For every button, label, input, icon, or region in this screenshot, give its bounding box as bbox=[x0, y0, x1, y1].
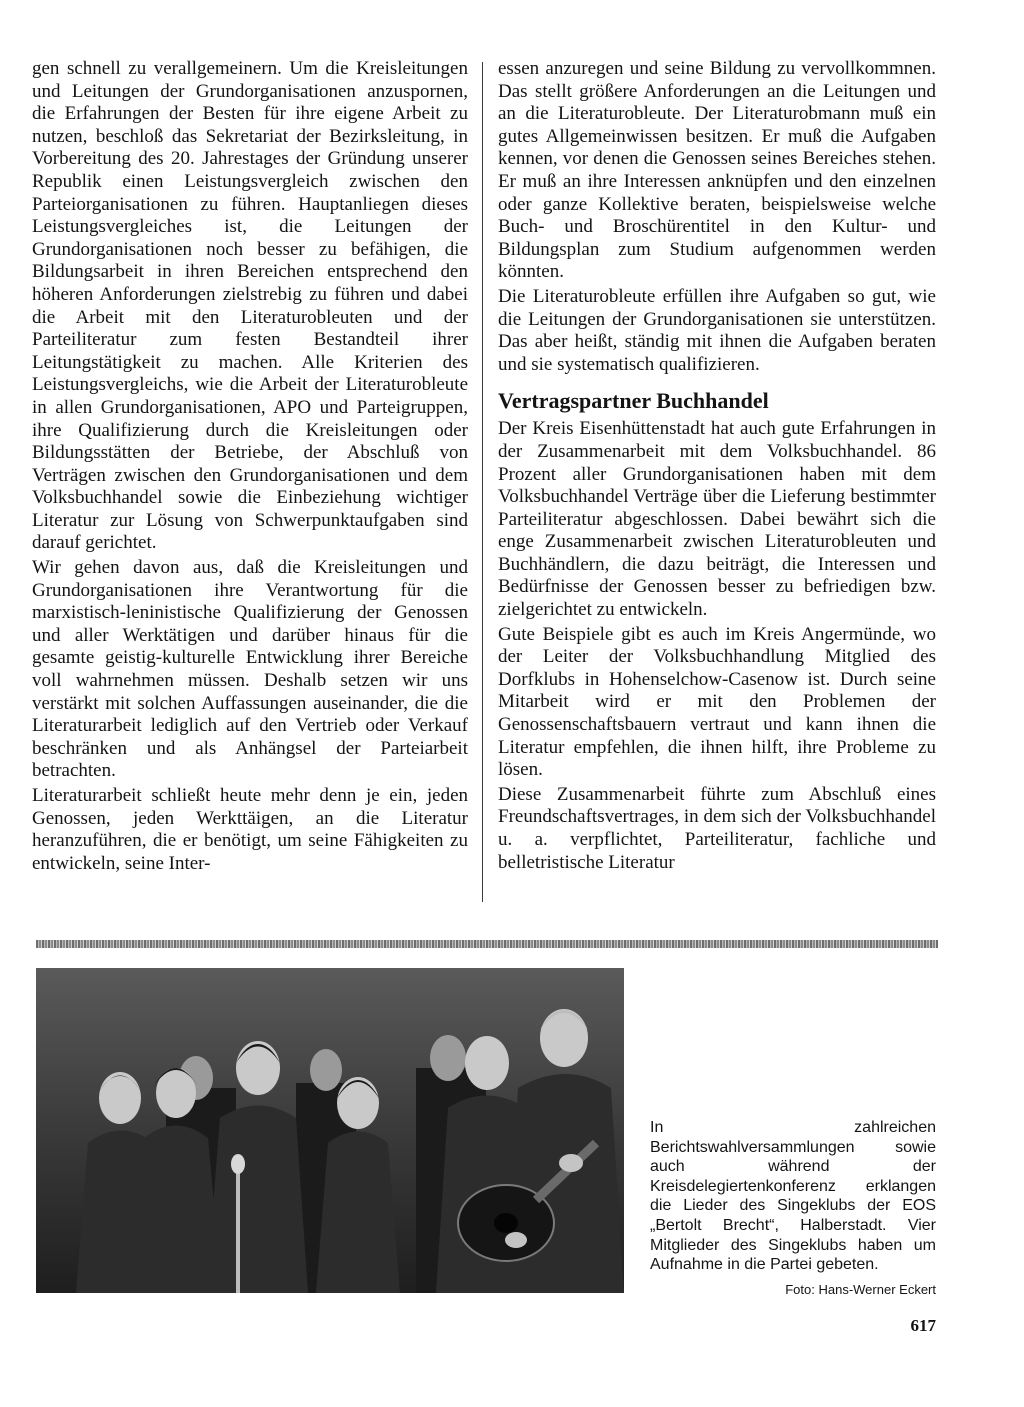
section-divider bbox=[36, 940, 938, 948]
paragraph: gen schnell zu verallgemeinern. Um die Kreisleitungen und Leitungen der Grundorganisationen anzuspornen, die Erfahrungen der Besten für ihre eigene Arbeit zu nutzen, beschloß das Sekretariat der Bezirksleitung, in Vorbereitung des 20. Jahrestages der Gründung unserer Republik einen Leistungsvergleich zwischen den Parteiorganisationen zu führen. Hauptanliegen dieses Leistungsvergleiches ist, die Leitungen der Grundorganisationen noch besser zu befähigen, die Bildungsarbeit in ihren Bereichen entsprechend den höheren Anforderungen zielstrebig zu führen und dabei die Arbeit mit den Literaturobleuten und der Parteiliteratur zum festen Bestandteil ihrer Leitungstätigkeit zu machen. Alle Kriterien des Leistungsvergleichs, wie die Arbeit der Literaturobleute in allen Grundorganisationen, APO und Parteigruppen, ihre Qualifizierung durch die Kreisleitungen oder Bildungsstätten der Betriebe, der Abschluß von Verträgen zwischen den Grundorganisationen und dem Volksbuchhandel sowie die Einbeziehung wichtiger Literatur zur Lösung von Schwerpunktaufgaben sind darauf gerichtet. bbox=[32, 58, 468, 554]
section-heading: Vertragspartner Buchhandel bbox=[498, 388, 769, 414]
column-divider bbox=[482, 62, 483, 902]
paragraph: Die Literaturobleute erfüllen ihre Aufgaben so gut, wie die Leitungen der Grundorganisationen sie unterstützen. Das aber heißt, ständig mit ihnen die Aufgaben beraten und sie systematisch qualifizieren. bbox=[498, 285, 936, 375]
photo-illustration bbox=[36, 968, 624, 1293]
paragraph: Gute Beispiele gibt es auch im Kreis Angermünde, wo der Leiter der Volksbuchhandlung Mitglied des Dorfklubs in Hohenselchow-Casenow ist. Durch seine Mitarbeit wird er mit den Problemen der Genossenschaftsbauern vertraut und kann ihnen die Literatur empfehlen, die ihnen hilft, ihre Probleme zu lösen. bbox=[498, 623, 936, 781]
paragraph: Diese Zusammenarbeit führte zum Abschluß eines Freundschaftsvertrages, in dem sich der Volksbuchhandel u. a. verpflichtet, Parteiliteratur, fachliche und belletristische Literatur bbox=[498, 783, 936, 873]
page-number: 617 bbox=[910, 1316, 936, 1335]
paragraph: essen anzuregen und seine Bildung zu vervollkommnen. Das stellt größere Anforderungen an die Leitungen und an die Literaturobleute. Der Literaturobmann muß ein gutes Allgemeinwissen besitzen. Er muß die Aufgaben kennen, vor denen die Genossen seines Bereiches stehen. Er muß an ihre Interessen anknüpfen und den einzelnen oder ganze Kollektive beraten, beispielsweise welche Buch- und Broschürentitel in den Kultur- und Bildungsplan zum Studium aufgenommen werden könnten. bbox=[498, 58, 936, 283]
photo-caption: In zahlreichen Berichtswahlversammlungen sowie auch während der Kreisdelegiertenkonferenz erklangen die Lieder des Singeklubs der EOS „Bertolt Brecht“, Halberstadt. Vier Mitglieder des Singeklubs haben um Aufnahme in die Partei gebeten. bbox=[650, 1119, 936, 1274]
right-column bbox=[498, 58, 936, 876]
paragraph: Literaturarbeit schließt heute mehr denn je ein, jeden Genossen, jeden Werkttäigen, an die Literatur heranzuführen, die er benötigt, um seine Fähigkeiten zu entwickeln, seine Inter- bbox=[32, 785, 468, 874]
photo-singing-group bbox=[36, 968, 624, 1293]
paragraph: Wir gehen davon aus, daß die Kreisleitungen und Grundorganisationen ihre Verantwortung für die marxistisch-leninistische Qualifizierung der Genossen und aller Werktätigen und darüber hinaus für die gesamte geistig-kulturelle Entwicklung ihrer Bereiche voll wahrnehmen müssen. Deshalb setzen wir uns verstärkt mit solchen Auffassungen auseinander, die die Literaturarbeit lediglich auf den Vertrieb oder Verkauf beschränken und als Anhängsel der Parteiarbeit betrachten. bbox=[32, 557, 468, 782]
photo-credit: Foto: Hans-Werner Eckert bbox=[785, 1282, 936, 1297]
paragraph: Der Kreis Eisenhüttenstadt hat auch gute Erfahrungen in der Zusammenarbeit mit dem Volksbuchhandel. 86 Prozent aller Grundorganisationen haben mit dem Volksbuchhandel Verträge über die Lieferung bestimmter Parteiliteratur abgeschlossen. Dabei bewährt sich die enge Zusammenarbeit zwischen Literaturobleuten und Buchhändlern, die dazu beiträgt, die Interessen und Bedürfnisse der Genossen besser zu befriedigen bzw. zielgerichtet zu entwickeln. bbox=[498, 418, 936, 621]
left-column bbox=[32, 58, 468, 877]
